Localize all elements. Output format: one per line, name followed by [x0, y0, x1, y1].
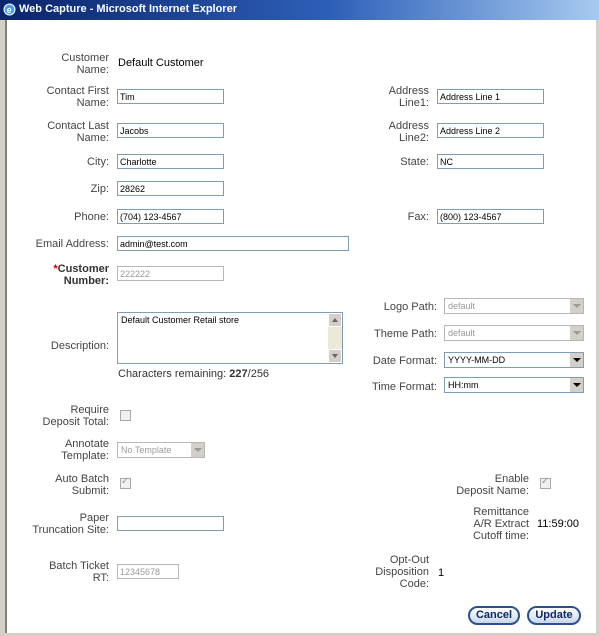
- required-marker: *: [53, 263, 58, 275]
- customer-name-label: Customer Name:: [61, 52, 109, 76]
- opt-out-disposition-value: 1: [438, 567, 445, 579]
- chevron-down-icon: [569, 353, 583, 367]
- customer-name-value: Default Customer: [118, 57, 204, 69]
- paper-truncation-site-field[interactable]: [117, 516, 224, 531]
- time-format-label: Time Format:: [372, 381, 437, 393]
- remittance-cutoff-value: 11:59:00: [537, 518, 580, 530]
- description-text: Default Customer Retail store: [121, 315, 240, 325]
- phone-label: Phone:: [74, 211, 109, 223]
- city-label: City:: [87, 156, 109, 168]
- annotate-template-value: No Template: [121, 445, 172, 455]
- chevron-down-icon: [569, 299, 583, 313]
- chevron-down-icon: [569, 326, 583, 340]
- address-line2-field[interactable]: Address Line 2: [437, 123, 544, 138]
- auto-batch-submit-label: Auto Batch Submit:: [55, 473, 109, 497]
- theme-path-select[interactable]: [444, 325, 584, 341]
- paper-truncation-site-label: Paper Truncation Site:: [32, 512, 109, 536]
- date-format-value: YYYY-MM-DD: [448, 355, 506, 365]
- enable-deposit-name-label: Enable Deposit Name:: [456, 473, 529, 497]
- batch-ticket-rt-label: Batch Ticket RT:: [49, 560, 109, 584]
- address-line1-label: Address Line1:: [388, 85, 429, 109]
- email-label: Email Address:: [35, 238, 109, 250]
- city-field[interactable]: Charlotte: [117, 154, 224, 169]
- internet-explorer-icon: [3, 3, 16, 16]
- update-button[interactable]: Update: [527, 606, 581, 625]
- fax-field[interactable]: (800) 123-4567: [437, 209, 544, 224]
- window-title: Web Capture - Microsoft Internet Explorer: [19, 3, 237, 15]
- remittance-cutoff-label: Remittance A/R Extract Cutoff time:: [472, 506, 529, 542]
- require-deposit-total-checkbox[interactable]: [120, 410, 131, 421]
- chevron-down-icon: [190, 443, 204, 457]
- theme-path-label: Theme Path:: [374, 328, 437, 340]
- date-format-select[interactable]: [444, 352, 584, 368]
- characters-remaining: Characters remaining: 227/256: [118, 368, 270, 380]
- date-format-label: Date Format:: [372, 355, 437, 367]
- customer-number-field[interactable]: 222222: [117, 266, 224, 281]
- window-titlebar: [0, 0, 599, 20]
- opt-out-disposition-label: Opt-Out Disposition Code:: [375, 554, 429, 590]
- annotate-template-label: Annotate Template:: [61, 438, 109, 462]
- scroll-up-icon[interactable]: [328, 313, 342, 327]
- contact-last-name-label: Contact Last Name:: [47, 120, 109, 144]
- theme-path-value: default: [448, 328, 476, 338]
- zip-label: Zip:: [90, 183, 109, 195]
- description-label: Description:: [50, 340, 109, 352]
- state-field[interactable]: NC: [437, 154, 544, 169]
- description-textarea[interactable]: [117, 312, 343, 364]
- batch-ticket-rt-field[interactable]: 12345678: [117, 564, 179, 579]
- annotate-template-select[interactable]: [117, 442, 205, 458]
- contact-last-name-field[interactable]: Jacobs: [117, 123, 224, 138]
- window-left-border-shadow: [5, 20, 7, 636]
- contact-first-name-field[interactable]: Tim: [117, 89, 224, 104]
- cancel-button[interactable]: Cancel: [468, 606, 520, 625]
- state-label: State:: [400, 156, 429, 168]
- phone-field[interactable]: (704) 123-4567: [117, 209, 224, 224]
- time-format-value: HH:mm: [448, 380, 479, 390]
- zip-field[interactable]: 28262: [117, 181, 224, 196]
- logo-path-select[interactable]: [444, 298, 584, 314]
- svg-text:e: e: [6, 5, 12, 15]
- email-field[interactable]: admin@test.com: [117, 236, 349, 251]
- fax-label: Fax:: [407, 211, 429, 223]
- auto-batch-submit-checkbox[interactable]: [120, 478, 131, 489]
- contact-first-name-label: Contact First Name:: [46, 85, 109, 109]
- address-line1-field[interactable]: Address Line 1: [437, 89, 544, 104]
- chevron-down-icon: [569, 378, 583, 392]
- require-deposit-total-label: Require Deposit Total:: [42, 404, 109, 428]
- logo-path-value: default: [448, 301, 476, 311]
- address-line2-label: Address Line2:: [388, 120, 429, 144]
- enable-deposit-name-checkbox[interactable]: [540, 478, 551, 489]
- logo-path-label: Logo Path:: [383, 301, 437, 313]
- customer-number-label: *Customer Number:: [53, 263, 109, 287]
- time-format-select[interactable]: [444, 377, 584, 393]
